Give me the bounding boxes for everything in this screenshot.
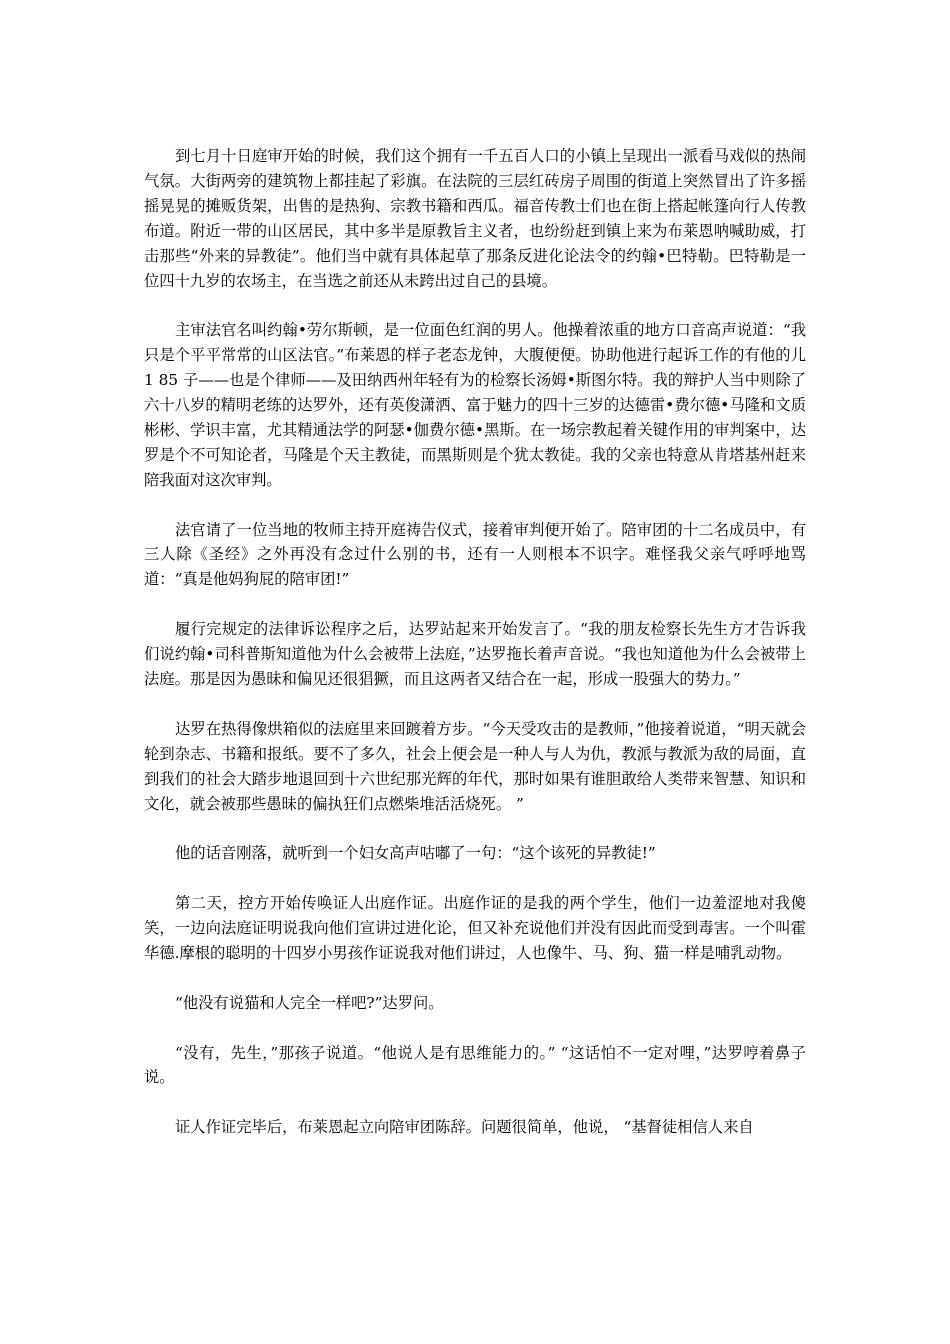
paragraph-trial-opening: 到七月十日庭审开始的时候，我们这个拥有一千五百人口的小镇上呈现出一派看马戏似的热闹气氛。大街两旁的建筑物上都挂起了彩旗。在法院的三层红砖房子周围的街道上突然冒出了许多摇摇晃晃的摊贩货架，出售的是热狗、宗教书籍和西瓜。福音传教士们也在街上搭起帐篷向行人传教布道。附近一带的山区居民，其中多半是原教旨主义者，也纷纷赶到镇上来为布莱恩呐喊助威，打击那些“外来的异教徒”。他们当中就有具体起草了那条反进化论法令的约翰•巴特勒。巴特勒是一位四十九岁的农场主，在当选之前还从未跨出过自己的县境。: [144, 147, 806, 290]
paragraph-witnesses: 第二天，控方开始传唤证人出庭作证。出庭作证的是我的两个学生，他们一边羞涩地对我傻笑，一边向法庭证明说我向他们宣讲过进化论，但又补充说他们并没有因此而受到毒害。一个叫霍华德.摩根的聪明的十四岁小男孩作证说我对他们讲过，人也像牛、马、狗、猫一样是哺乳动物。: [144, 894, 806, 962]
paragraph-darrow-opening: 履行完规定的法律诉讼程序之后，达罗站起来开始发言了。“我的朋友检察长先生方才告诉我们说约翰•司科普斯知道他为什么会被带上法庭，”达罗拖长着声音说。“我也知道他为什么会被带上法庭。那是因为愚昧和偏见还很猖獗，而且这两者又结合在一起，形成一股强大的势力。”: [144, 620, 806, 688]
paragraph-darrow-question: “他没有说猫和人完全一样吧?”达罗问。: [175, 993, 444, 1012]
paragraph-boy-answer: “没有，先生，”那孩子说道。“他说人是有思维能力的。” “这话怕不一定对哩，”达罗哼着鼻子说。: [144, 1043, 806, 1087]
paragraph-presiding-judge: 主审法官名叫约翰•劳尔斯顿，是一位面色红润的男人。他操着浓重的地方口音高声说道：“我只是个平平常常的山区法官。”布莱恩的样子老态龙钟，大腹便便。协助他进行起诉工作的有他的儿 1 85 子——也是个律师——及田纳西州年轻有为的检察长汤姆•斯图尔特。我的辩护人当中则除了六十八岁的精明老练的达罗外，还有英俊潇洒、富于魅力的四十三岁的达德雷•费尔德•马隆和文质彬彬、学识丰富，尤其精通法学的阿瑟•伽费尔德•黑斯。在一场宗教起着关键作用的审判案中，达罗是个不可知论者，马隆是个天主教徒，而黑斯则是个犹太教徒。我的父亲也特意从肯塔基州赶来陪我面对这次审判。: [144, 321, 806, 489]
document-body: [144, 144, 806, 1165]
paragraph-jury: 法官请了一位当地的牧师主持开庭祷告仪式，接着审判便开始了。陪审团的十二名成员中，有三人除《圣经》之外再没有念过什么别的书，还有一人则根本不识字。难怪我父亲气呼呼地骂道：“真是他妈狗屁的陪审团!”: [144, 520, 806, 589]
paragraph-darrow-speech: 达罗在热得像烘箱似的法庭里来回踱着方步。“今天受攻击的是教师，”他接着说道，“明天就会轮到杂志、书籍和报纸。要不了多久，社会上便会是一种人与人为仇，教派与教派为敌的局面，直到我们的社会大踏步地退回到十六世纪那光辉的年代，那时如果有谁胆敢给人类带来智慧、知识和文化，就会被那些愚昧的偏执狂们点燃柴堆活活烧死。 ”: [144, 719, 806, 813]
paragraph-bryan-statement: 证人作证完毕后，布莱恩起立向陪审团陈辞。问题很简单，他说， “基督徒相信人来自: [175, 1118, 754, 1137]
paragraph-woman-remark: 他的话音刚落，就听到一个妇女高声咕嘟了一句：“这个该死的异教徒!”: [175, 844, 656, 863]
